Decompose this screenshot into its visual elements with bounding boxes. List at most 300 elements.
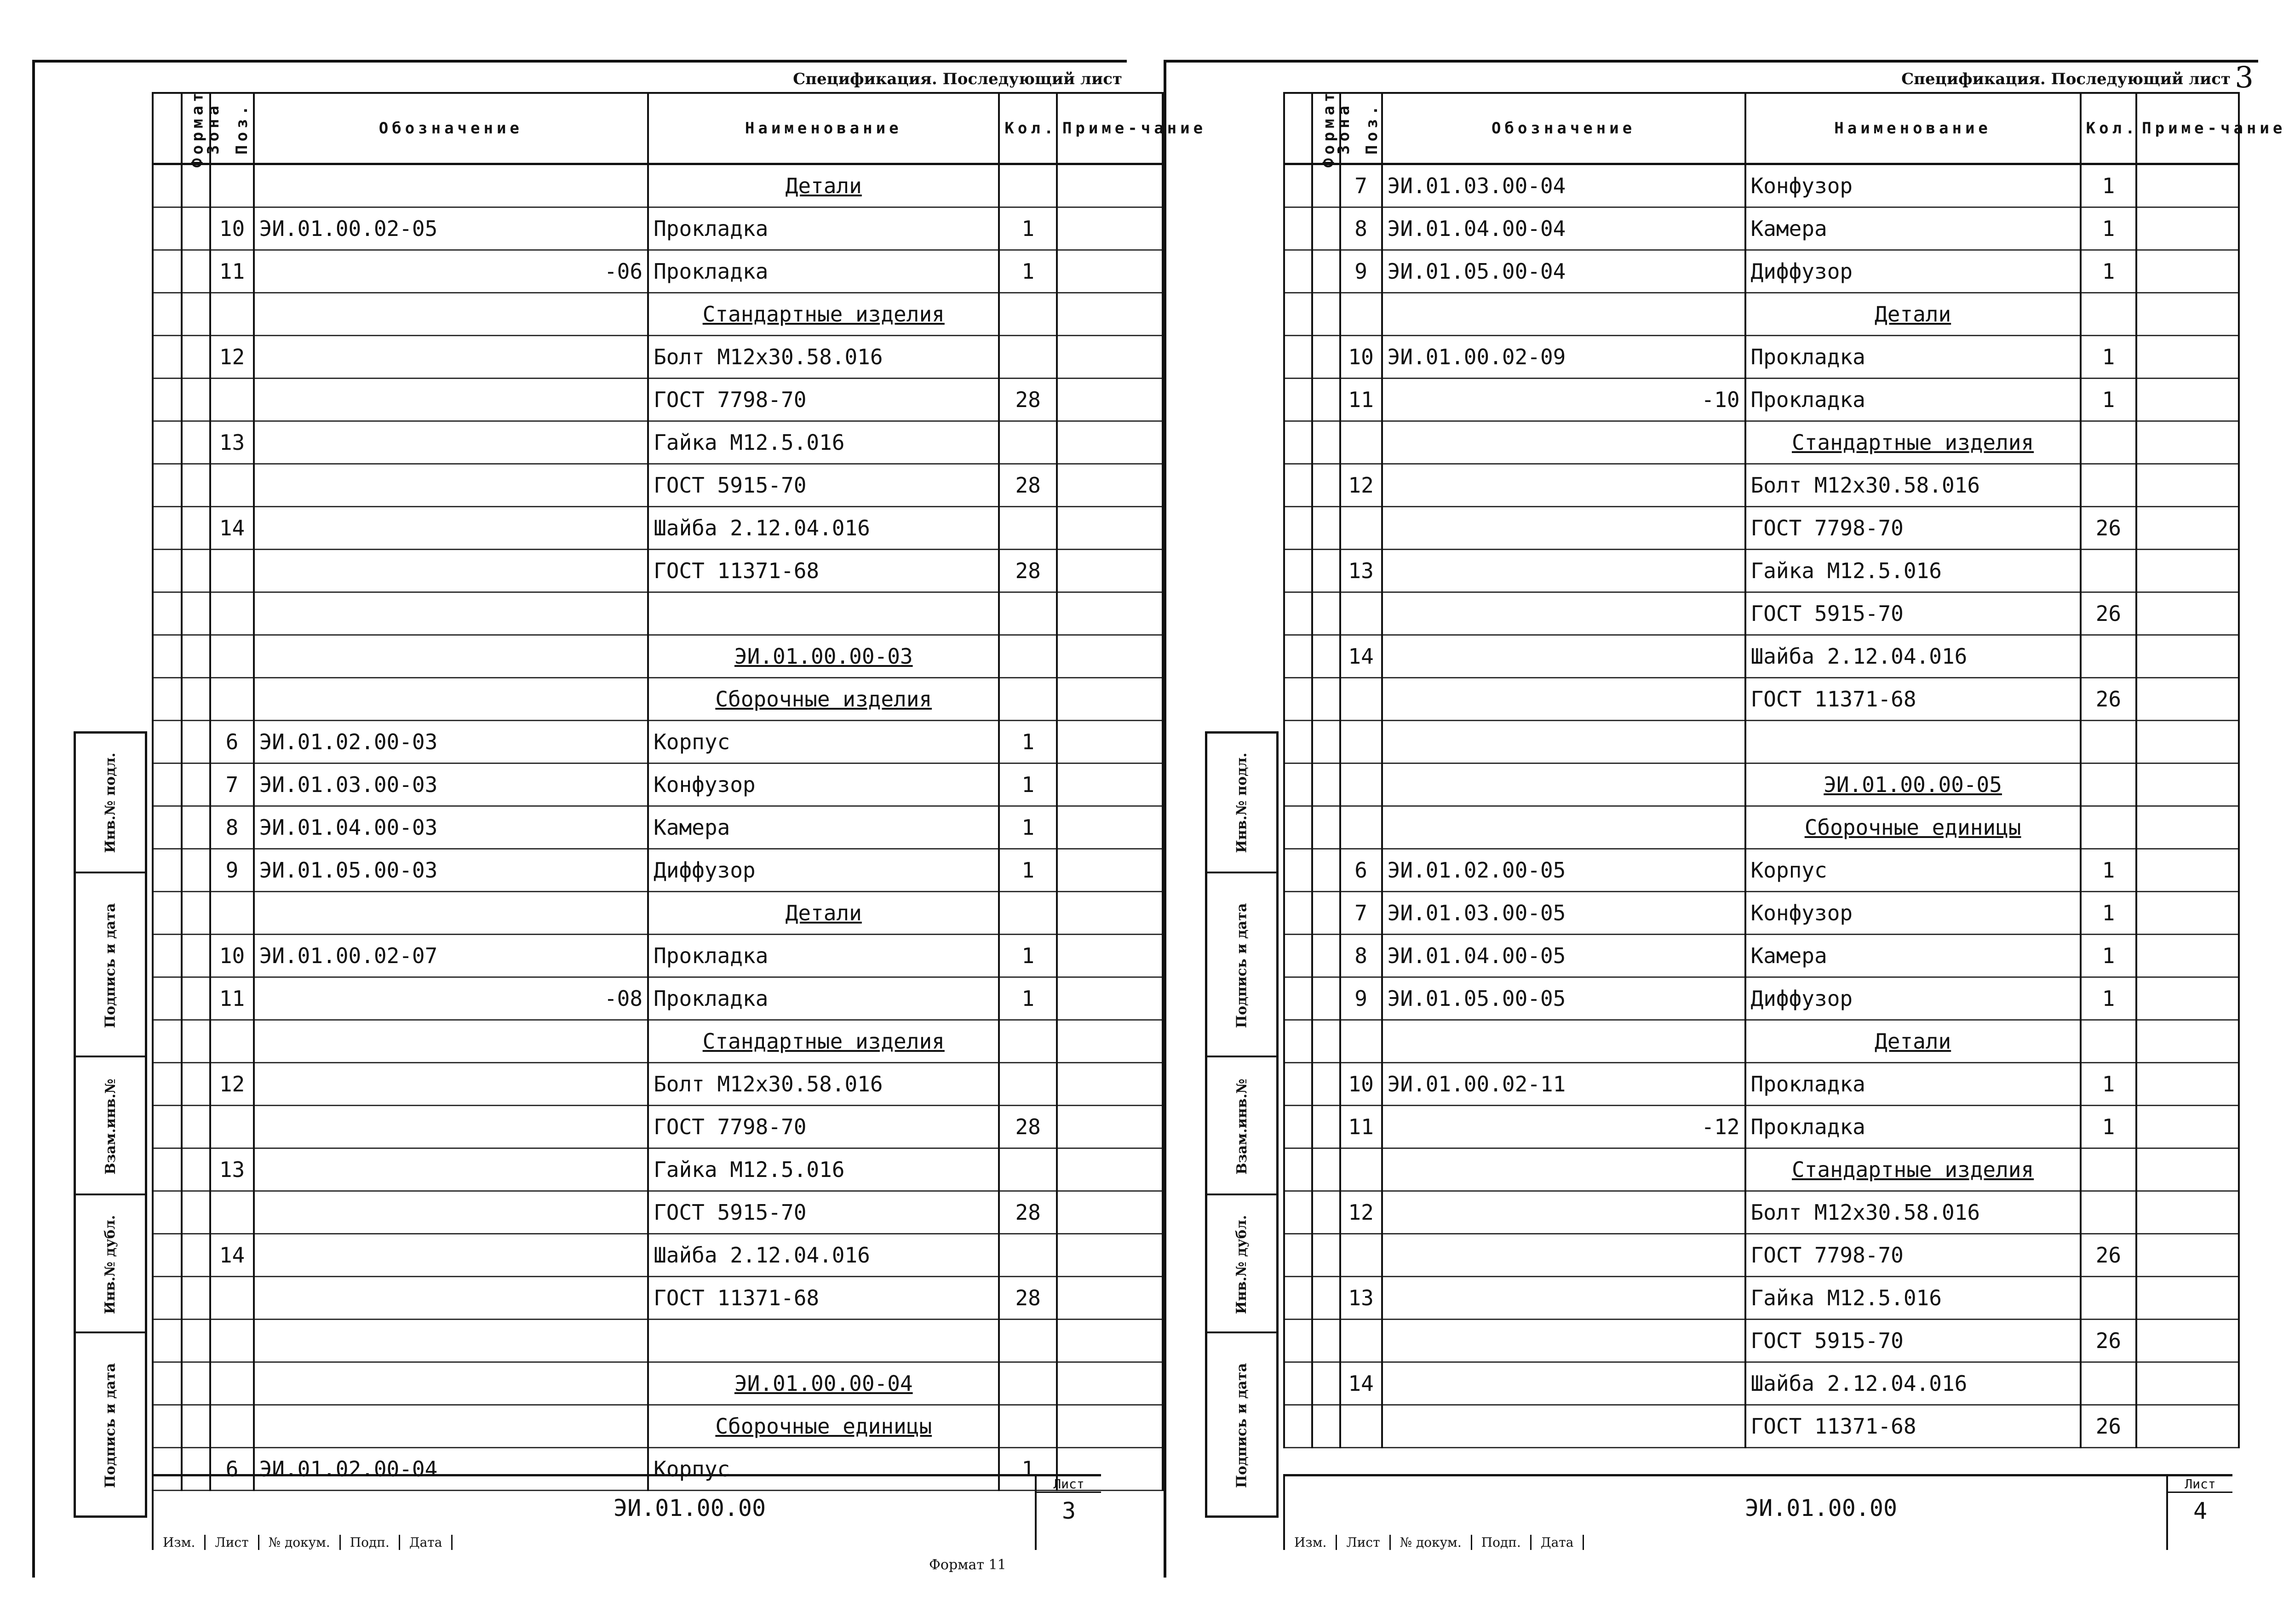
- cell-designation: [1382, 293, 1745, 336]
- cell-zone: [182, 721, 211, 763]
- cell-pos: 6: [1340, 849, 1382, 892]
- cell-note: [1057, 635, 1163, 678]
- cell-format: [153, 421, 182, 464]
- cell-qty: 26: [2081, 1405, 2137, 1448]
- stamp-sidebar: [1205, 731, 1279, 1518]
- cell-designation: [1382, 635, 1745, 678]
- cell-note: [2136, 678, 2239, 721]
- cell-designation: [254, 1191, 648, 1234]
- cell-note: [1057, 250, 1163, 293]
- sidebar-cell: Инв.№ дубл.: [76, 1194, 145, 1333]
- cell-zone: [1312, 935, 1340, 977]
- format-label: Формат 11: [929, 1557, 1006, 1573]
- cell-zone: [182, 550, 211, 592]
- cell-zone: [182, 678, 211, 721]
- cell-note: [1057, 421, 1163, 464]
- cell-note: [1057, 849, 1163, 892]
- cell-format: [153, 1234, 182, 1277]
- table-row: [153, 1191, 1163, 1234]
- cell-qty: 1: [999, 763, 1056, 806]
- cell-pos: 7: [210, 763, 253, 806]
- table-row: [1284, 379, 2239, 421]
- cell-zone: [182, 164, 211, 207]
- cell-pos: [1340, 421, 1382, 464]
- cell-note: [2136, 1320, 2239, 1362]
- cell-zone: [182, 935, 211, 977]
- cell-qty: 1: [2081, 164, 2137, 207]
- cell-note: [1057, 1106, 1163, 1148]
- cell-format: [1284, 977, 1312, 1020]
- cell-zone: [182, 592, 211, 635]
- cell-name: Камера: [1745, 935, 2081, 977]
- cell-zone: [182, 1063, 211, 1106]
- cell-zone: [182, 849, 211, 892]
- cell-note: [2136, 806, 2239, 849]
- col-pos: Поз.: [210, 93, 253, 164]
- cell-designation: ЭИ.01.04.00-03: [254, 806, 648, 849]
- cell-zone: [1312, 1405, 1340, 1448]
- cell-note: [1057, 721, 1163, 763]
- table-row: [153, 849, 1163, 892]
- cell-qty: 1: [2081, 379, 2137, 421]
- cell-zone: [1312, 1148, 1340, 1191]
- sheet-number: 3: [1061, 1498, 1076, 1524]
- tb-label: Подп.: [341, 1535, 400, 1550]
- cell-designation: [1382, 763, 1745, 806]
- cell-qty: 1: [2081, 935, 2137, 977]
- cell-note: [1057, 550, 1163, 592]
- table-row: [1284, 1277, 2239, 1320]
- cell-designation: ЭИ.01.00.02-05: [254, 207, 648, 250]
- table-row: [1284, 336, 2239, 379]
- cell-pos: [210, 1277, 253, 1320]
- cell-zone: [182, 806, 211, 849]
- cell-designation: [254, 635, 648, 678]
- cell-note: [2136, 892, 2239, 935]
- cell-name: ГОСТ 7798-70: [648, 1106, 999, 1148]
- cell-designation: [1382, 550, 1745, 592]
- cell-name: Диффузор: [648, 849, 999, 892]
- sidebar-cell: Подпись и дата: [76, 872, 145, 1057]
- sidebar-cell: Взам.инв.№: [1207, 1056, 1276, 1195]
- cell-designation: [1382, 1020, 1745, 1063]
- table-row: [153, 763, 1163, 806]
- cell-note: [2136, 1405, 2239, 1448]
- cell-designation: ЭИ.01.02.00-04: [254, 1448, 648, 1491]
- sheet-header-title: Спецификация. Последующий лист: [793, 70, 1122, 88]
- cell-qty: 1: [999, 250, 1056, 293]
- cell-qty: [999, 1148, 1056, 1191]
- cell-format: [153, 1191, 182, 1234]
- title-block-labels: [154, 1535, 453, 1550]
- cell-name: ГОСТ 5915-70: [648, 464, 999, 507]
- cell-pos: [1340, 1020, 1382, 1063]
- cell-format: [153, 507, 182, 550]
- table-row: [153, 977, 1163, 1020]
- cell-format: [1284, 935, 1312, 977]
- cell-name: Гайка М12.5.016: [648, 421, 999, 464]
- cell-pos: [210, 464, 253, 507]
- cell-name: Детали: [1745, 1020, 2081, 1063]
- cell-qty: 1: [2081, 849, 2137, 892]
- table-row: [153, 250, 1163, 293]
- document-designation: ЭИ.01.00.00: [614, 1495, 766, 1521]
- cell-name: Сборочные единицы: [1745, 806, 2081, 849]
- col-designation: Обозначение: [254, 93, 648, 164]
- cell-note: [2136, 721, 2239, 763]
- cell-zone: [182, 635, 211, 678]
- cell-pos: [1340, 1148, 1382, 1191]
- cell-pos: 8: [1340, 207, 1382, 250]
- cell-zone: [1312, 892, 1340, 935]
- cell-note: [2136, 464, 2239, 507]
- cell-zone: [182, 421, 211, 464]
- cell-format: [1284, 550, 1312, 592]
- table-row: [153, 1106, 1163, 1148]
- cell-note: [2136, 336, 2239, 379]
- table-row: [1284, 421, 2239, 464]
- cell-format: [153, 1106, 182, 1148]
- cell-note: [1057, 763, 1163, 806]
- cell-note: [1057, 507, 1163, 550]
- cell-name: Конфузор: [1745, 164, 2081, 207]
- cell-format: [1284, 293, 1312, 336]
- cell-name: Шайба 2.12.04.016: [648, 1234, 999, 1277]
- cell-note: [2136, 1234, 2239, 1277]
- spec-table-wrap: [152, 89, 1207, 1491]
- cell-pos: 13: [210, 421, 253, 464]
- cell-pos: [210, 550, 253, 592]
- cell-qty: [999, 421, 1056, 464]
- col-qty: Кол.: [2081, 93, 2137, 164]
- cell-note: [1057, 1063, 1163, 1106]
- cell-qty: [2081, 1020, 2137, 1063]
- cell-format: [153, 1020, 182, 1063]
- cell-format: [153, 293, 182, 336]
- cell-name: ГОСТ 5915-70: [1745, 592, 2081, 635]
- table-row: [153, 293, 1163, 336]
- cell-qty: 1: [2081, 336, 2137, 379]
- cell-format: [1284, 464, 1312, 507]
- cell-zone: [1312, 1106, 1340, 1148]
- cell-zone: [182, 379, 211, 421]
- cell-pos: [210, 1020, 253, 1063]
- cell-zone: [1312, 635, 1340, 678]
- cell-qty: [2081, 550, 2137, 592]
- sidebar-cell: Подпись и дата: [76, 1331, 145, 1517]
- cell-qty: [999, 635, 1056, 678]
- cell-designation: ЭИ.01.05.00-04: [1382, 250, 1745, 293]
- cell-qty: [999, 507, 1056, 550]
- cell-designation: [1382, 1148, 1745, 1191]
- cell-designation: ЭИ.01.04.00-05: [1382, 935, 1745, 977]
- cell-qty: 1: [999, 806, 1056, 849]
- cell-pos: 12: [210, 336, 253, 379]
- table-row: [1284, 935, 2239, 977]
- cell-name: Прокладка: [648, 935, 999, 977]
- col-note: Приме-чание: [1057, 93, 1163, 164]
- cell-pos: [210, 293, 253, 336]
- cell-qty: [2081, 1277, 2137, 1320]
- cell-pos: [1340, 806, 1382, 849]
- cell-pos: 8: [210, 806, 253, 849]
- cell-qty: 28: [999, 550, 1056, 592]
- cell-designation: ЭИ.01.02.00-05: [1382, 849, 1745, 892]
- cell-format: [153, 635, 182, 678]
- cell-zone: [1312, 336, 1340, 379]
- cell-zone: [182, 1320, 211, 1362]
- cell-qty: [999, 892, 1056, 935]
- cell-designation: [1382, 421, 1745, 464]
- cell-qty: 1: [2081, 250, 2137, 293]
- table-row: [153, 806, 1163, 849]
- table-row: [153, 207, 1163, 250]
- cell-qty: [2081, 293, 2137, 336]
- cell-pos: 9: [1340, 250, 1382, 293]
- table-row: [153, 721, 1163, 763]
- table-row: [1284, 1191, 2239, 1234]
- cell-format: [1284, 1191, 1312, 1234]
- cell-zone: [1312, 592, 1340, 635]
- table-row: [153, 464, 1163, 507]
- cell-note: [2136, 849, 2239, 892]
- cell-pos: [210, 592, 253, 635]
- col-designation: Обозначение: [1382, 93, 1745, 164]
- cell-note: [2136, 1191, 2239, 1234]
- cell-pos: [210, 1191, 253, 1234]
- cell-designation: -06: [254, 250, 648, 293]
- cell-format: [153, 250, 182, 293]
- cell-note: [2136, 1020, 2239, 1063]
- table-row: [153, 1277, 1163, 1320]
- cell-pos: 13: [1340, 550, 1382, 592]
- cell-name: Детали: [1745, 293, 2081, 336]
- cell-qty: [2081, 721, 2137, 763]
- cell-designation: ЭИ.01.03.00-04: [1382, 164, 1745, 207]
- table-row: [153, 635, 1163, 678]
- cell-format: [1284, 592, 1312, 635]
- cell-name: Болт М12х30.58.016: [1745, 1191, 2081, 1234]
- cell-format: [1284, 336, 1312, 379]
- cell-pos: 10: [1340, 1063, 1382, 1106]
- cell-qty: 1: [2081, 207, 2137, 250]
- cell-designation: [1382, 1362, 1745, 1405]
- cell-format: [1284, 507, 1312, 550]
- cell-note: [1057, 892, 1163, 935]
- cell-note: [2136, 507, 2239, 550]
- cell-designation: [254, 550, 648, 592]
- cell-zone: [1312, 550, 1340, 592]
- cell-format: [1284, 1020, 1312, 1063]
- col-format: Формат: [1284, 93, 1312, 164]
- cell-designation: [254, 379, 648, 421]
- cell-qty: 1: [999, 977, 1056, 1020]
- cell-pos: 12: [1340, 464, 1382, 507]
- cell-zone: [182, 1405, 211, 1448]
- cell-note: [1057, 464, 1163, 507]
- cell-qty: 1: [2081, 892, 2137, 935]
- cell-qty: 28: [999, 1106, 1056, 1148]
- cell-designation: [254, 678, 648, 721]
- cell-designation: [1382, 592, 1745, 635]
- cell-designation: [254, 293, 648, 336]
- cell-zone: [1312, 421, 1340, 464]
- cell-zone: [1312, 763, 1340, 806]
- cell-name: ГОСТ 7798-70: [1745, 507, 2081, 550]
- cell-name: Конфузор: [648, 763, 999, 806]
- sidebar-cell: Взам.инв.№: [76, 1056, 145, 1195]
- cell-zone: [1312, 1320, 1340, 1362]
- col-name: Наименование: [648, 93, 999, 164]
- cell-designation: [1382, 1320, 1745, 1362]
- cell-format: [153, 550, 182, 592]
- cell-name: Болт М12х30.58.016: [648, 336, 999, 379]
- cell-format: [153, 977, 182, 1020]
- cell-pos: [210, 678, 253, 721]
- cell-qty: [999, 164, 1056, 207]
- table-row: [153, 379, 1163, 421]
- cell-zone: [182, 1191, 211, 1234]
- cell-note: [2136, 635, 2239, 678]
- cell-note: [2136, 164, 2239, 207]
- col-qty: Кол.: [999, 93, 1056, 164]
- cell-pos: 7: [1340, 164, 1382, 207]
- cell-name: Болт М12х30.58.016: [1745, 464, 2081, 507]
- cell-designation: [254, 507, 648, 550]
- cell-name: Детали: [648, 164, 999, 207]
- cell-zone: [1312, 849, 1340, 892]
- tb-label: Дата: [400, 1535, 453, 1550]
- cell-zone: [1312, 1362, 1340, 1405]
- cell-qty: 28: [999, 379, 1056, 421]
- cell-zone: [1312, 507, 1340, 550]
- cell-qty: [2081, 806, 2137, 849]
- cell-format: [153, 678, 182, 721]
- cell-zone: [1312, 1020, 1340, 1063]
- cell-note: [1057, 592, 1163, 635]
- cell-name: Корпус: [648, 721, 999, 763]
- cell-name: Гайка М12.5.016: [1745, 1277, 2081, 1320]
- cell-pos: [210, 1405, 253, 1448]
- cell-pos: 6: [210, 1448, 253, 1491]
- table-row: [1284, 1405, 2239, 1448]
- cell-qty: 1: [999, 721, 1056, 763]
- cell-designation: [1382, 721, 1745, 763]
- spec-table-wrap: [1283, 89, 2286, 1448]
- sidebar-cell: Инв.№ подл.: [1233, 752, 1250, 853]
- cell-name: Камера: [1745, 207, 2081, 250]
- cell-zone: [1312, 250, 1340, 293]
- cell-pos: [1340, 293, 1382, 336]
- cell-name: Прокладка: [1745, 1063, 2081, 1106]
- spec-table-body: [1284, 164, 2239, 1448]
- cell-pos: [1340, 678, 1382, 721]
- cell-qty: 1: [999, 935, 1056, 977]
- cell-note: [1057, 1148, 1163, 1191]
- cell-designation: [254, 1148, 648, 1191]
- cell-pos: 14: [210, 1234, 253, 1277]
- table-row: [153, 1148, 1163, 1191]
- cell-pos: [210, 635, 253, 678]
- stamp-sidebar: [74, 731, 147, 1518]
- cell-designation: ЭИ.01.00.02-11: [1382, 1063, 1745, 1106]
- tb-label: Лист: [1337, 1535, 1390, 1550]
- cell-pos: [1340, 763, 1382, 806]
- cell-format: [153, 1320, 182, 1362]
- cell-pos: 14: [1340, 1362, 1382, 1405]
- cell-zone: [182, 1234, 211, 1277]
- cell-qty: [999, 1020, 1056, 1063]
- cell-format: [153, 1362, 182, 1405]
- cell-name: ЭИ.01.00.00-05: [1745, 763, 2081, 806]
- cell-format: [153, 336, 182, 379]
- cell-zone: [1312, 806, 1340, 849]
- table-row: [153, 1234, 1163, 1277]
- table-row: [1284, 1106, 2239, 1148]
- table-row: [1284, 1063, 2239, 1106]
- cell-qty: [999, 1320, 1056, 1362]
- cell-note: [1057, 1320, 1163, 1362]
- table-row: [1284, 721, 2239, 763]
- cell-pos: 12: [210, 1063, 253, 1106]
- cell-format: [153, 207, 182, 250]
- cell-qty: [2081, 1191, 2137, 1234]
- cell-qty: [999, 1063, 1056, 1106]
- tb-label: № докум.: [1391, 1535, 1472, 1550]
- cell-note: [2136, 293, 2239, 336]
- cell-name: ГОСТ 7798-70: [1745, 1234, 2081, 1277]
- cell-note: [1057, 678, 1163, 721]
- cell-name: Конфузор: [1745, 892, 2081, 935]
- table-row: [1284, 635, 2239, 678]
- cell-zone: [182, 207, 211, 250]
- cell-qty: [2081, 635, 2137, 678]
- cell-pos: 9: [210, 849, 253, 892]
- cell-qty: 1: [999, 1448, 1056, 1491]
- cell-note: [2136, 935, 2239, 977]
- cell-designation: ЭИ.01.03.00-03: [254, 763, 648, 806]
- cell-format: [153, 1148, 182, 1191]
- cell-designation: ЭИ.01.02.00-03: [254, 721, 648, 763]
- cell-designation: ЭИ.01.00.02-07: [254, 935, 648, 977]
- cell-zone: [1312, 207, 1340, 250]
- cell-name: ГОСТ 5915-70: [1745, 1320, 2081, 1362]
- col-zone: Зона: [1312, 93, 1340, 164]
- cell-name: Корпус: [1745, 849, 2081, 892]
- cell-designation: [254, 1063, 648, 1106]
- sheet-label: Лист: [1037, 1476, 1101, 1493]
- table-row: [1284, 1362, 2239, 1405]
- cell-note: [1057, 207, 1163, 250]
- cell-note: [1057, 806, 1163, 849]
- cell-designation: [1382, 806, 1745, 849]
- table-row: [1284, 977, 2239, 1020]
- cell-designation: [254, 464, 648, 507]
- cell-pos: 12: [1340, 1191, 1382, 1234]
- cell-pos: [1340, 1405, 1382, 1448]
- cell-format: [1284, 892, 1312, 935]
- cell-name: Стандартные изделия: [648, 293, 999, 336]
- cell-designation: [254, 421, 648, 464]
- cell-zone: [182, 336, 211, 379]
- cell-zone: [182, 250, 211, 293]
- cell-designation: ЭИ.01.04.00-04: [1382, 207, 1745, 250]
- col-format: Формат: [153, 93, 182, 164]
- col-name: Наименование: [1745, 93, 2081, 164]
- cell-format: [1284, 806, 1312, 849]
- sheet-number-box: [1035, 1476, 1101, 1550]
- cell-note: [1057, 1277, 1163, 1320]
